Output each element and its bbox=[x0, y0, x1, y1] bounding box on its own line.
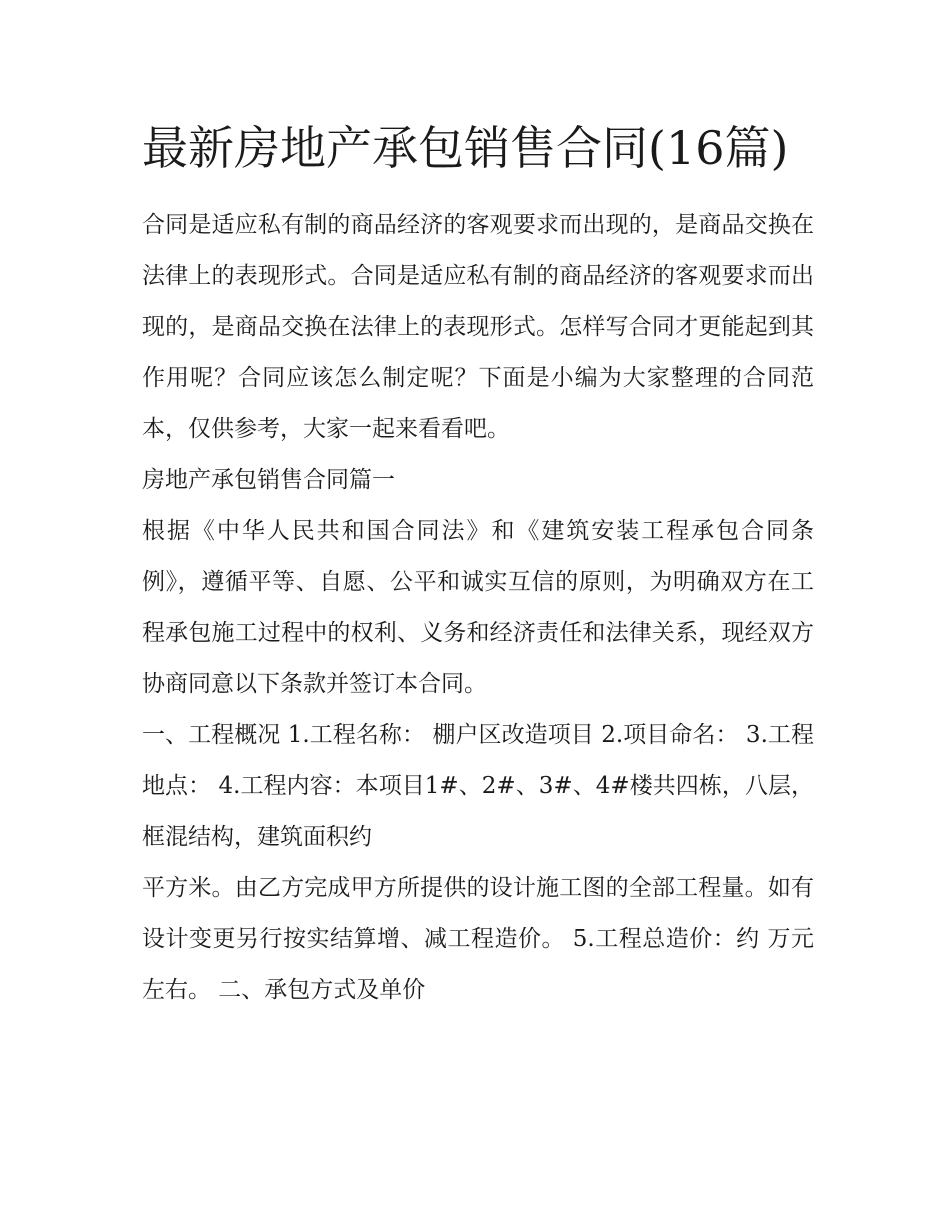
preamble-paragraph: 根据《中华人民共和国合同法》和《建筑安装工程承包合同条例》，遵循平等、自愿、公平和诚实互信的原则，为明确双方在工程承包施工过程中的权利、义务和经济责任和法律关系，现经双方协商同意以下条款并签订本合同。 bbox=[142, 518, 814, 697]
document-page bbox=[142, 112, 814, 1016]
clause-project-overview: 一、工程概况 1.工程名称： 棚户区改造项目 2.项目命名： 3.工程地点： 4.工程内容：本项目1#、2#、3#、4#楼共四栋，八层，框混结构，建筑面积约 bbox=[142, 722, 814, 850]
section-heading: 房地产承包销售合同篇一 bbox=[142, 467, 395, 493]
document-title: 最新房地产承包销售合同(16篇) bbox=[142, 121, 789, 175]
intro-paragraph: 合同是适应私有制的商品经济的客观要求而出现的，是商品交换在法律上的表现形式。合同是适应私有制的商品经济的客观要求而出现的，是商品交换在法律上的表现形式。怎样写合同才更能起到其作用呢？合同应该怎么制定呢？下面是小编为大家整理的合同范本，仅供参考，大家一起来看看吧。 bbox=[142, 212, 814, 442]
clause-project-overview-continued: 平方米。由乙方完成甲方所提供的设计施工图的全部工程量。如有设计变更另行按实结算增、减工程造价。 5.工程总造价：约 万元左右。 二、承包方式及单价 bbox=[142, 875, 814, 1003]
